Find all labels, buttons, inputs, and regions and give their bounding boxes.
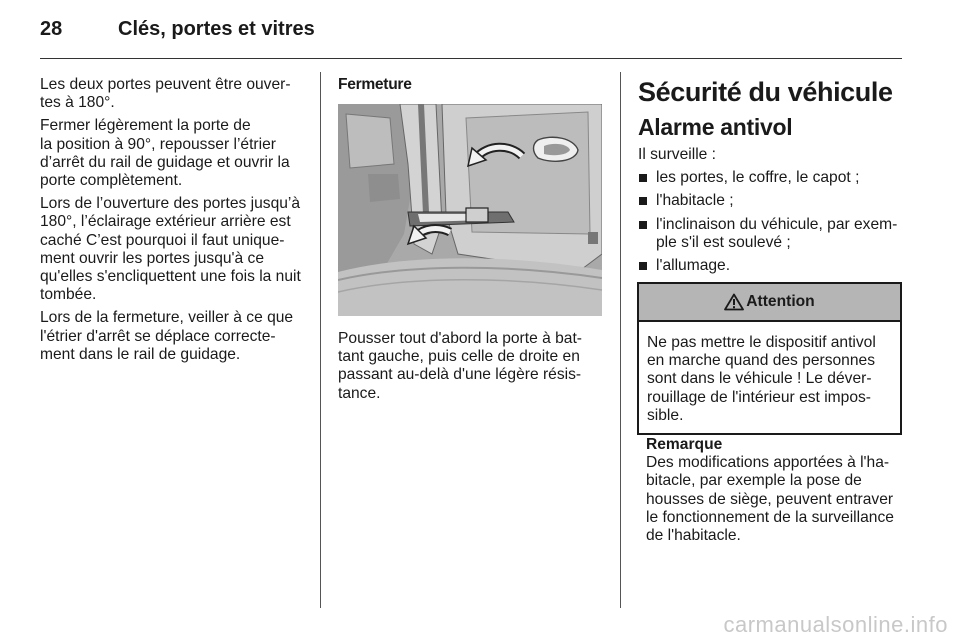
bullet-square-icon	[639, 221, 647, 229]
bullet-square-icon	[639, 174, 647, 182]
attention-header	[639, 284, 900, 322]
list-item	[638, 257, 904, 275]
attention-text: Ne pas mettre le dispositif antivol en marche quand des personnes sont dans le véhicule ! Le déver- rouillage de l'intérieur est impos- sible.	[647, 334, 876, 424]
figure-caption: Pousser tout d'abord la porte à bat- tant gauche, puis celle de droite en passant au-delà d'une légère résis- tance.	[338, 330, 582, 402]
column-1	[40, 76, 306, 369]
list-item	[638, 169, 904, 187]
monitored-list	[638, 169, 904, 275]
intro-text: Il surveille :	[638, 146, 716, 163]
list-item-text: l'allumage.	[656, 257, 731, 275]
section-title: Sécurité du véhicule	[638, 77, 893, 107]
page-title: Clés, portes et vitres	[118, 18, 315, 40]
paragraph: Fermer légèrement la porte de la position à 90°, repousser l’étrier d’arrêt du rail de guidage et ouvrir la porte complètement.	[40, 117, 290, 190]
column-3	[638, 76, 904, 280]
list-item-text: l'inclinaison du véhicule, par exem- ple s'il est soulevé ;	[656, 215, 898, 251]
subsection-title: Alarme antivol	[638, 114, 793, 140]
door-closing-illustration	[338, 104, 602, 316]
list-item	[638, 192, 904, 210]
paragraph: Les deux portes peuvent être ouver- tes à 180°.	[40, 76, 291, 112]
bullet-square-icon	[639, 262, 647, 270]
header-divider	[40, 58, 902, 59]
column-divider-2	[620, 72, 621, 608]
bullet-square-icon	[639, 197, 647, 205]
warning-triangle-icon	[724, 293, 744, 311]
remark-block	[646, 436, 906, 545]
paragraph: Lors de la fermeture, veiller à ce que l'étrier d'arrêt se déplace correcte- ment dans le rail de guidage.	[40, 309, 294, 363]
remark-title: Remarque	[646, 436, 723, 453]
list-item-text: les portes, le coffre, le capot ;	[656, 169, 860, 187]
attention-box	[637, 282, 902, 435]
paragraph: Lors de l’ouverture des portes jusqu’à 180°, l’éclairage extérieur arrière est caché C’est pourquoi il faut unique- ment ouvrir les portes jusqu'à ce qu'elles s'encliquettent une fois la nuit tombée.	[40, 195, 301, 304]
list-item-text: l'habitacle ;	[656, 192, 734, 210]
section-heading: Fermeture	[338, 76, 412, 93]
column-divider-1	[320, 72, 321, 608]
list-item	[638, 216, 904, 252]
watermark: carmanualsonline.info	[723, 612, 948, 637]
remark-text: Des modifications apportées à l'ha- bitacle, par exemple la pose de housses de siège, peuvent entraver le fonctionnement de la surveillance de l'habitacle.	[646, 454, 894, 545]
page-number: 28	[40, 18, 63, 40]
column-2	[338, 76, 606, 99]
attention-title: Attention	[746, 293, 815, 310]
